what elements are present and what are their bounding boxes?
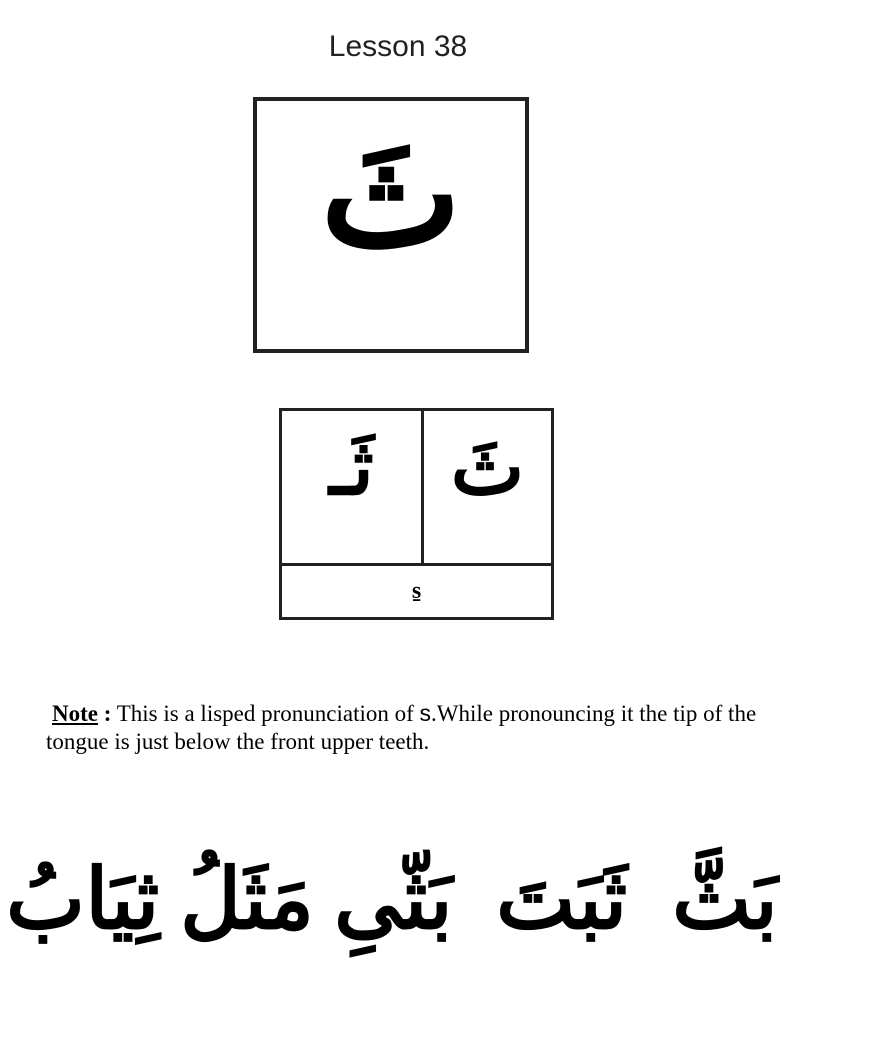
medial-form-cell [282, 411, 424, 563]
transliteration: s̱ [411, 578, 422, 604]
practice-word: بَثَّ [672, 849, 778, 948]
medial-form: ثَـ [329, 422, 374, 513]
note-text-before: This is a lisped pronunciation of [111, 701, 420, 726]
forms-row [282, 411, 551, 566]
note-colon: : [97, 701, 112, 726]
practice-word: بَثّىِ [334, 849, 453, 948]
note-line-2: tongue is just below the front upper teeth. [46, 729, 430, 754]
note-label: Note [52, 701, 98, 726]
letter-card [253, 97, 529, 353]
isolated-form-cell [424, 411, 551, 563]
lesson-title: Lesson 38 [328, 30, 468, 63]
main-letter: ثَ [320, 106, 462, 282]
practice-words [0, 840, 883, 980]
practice-word: ثِيَابُ [6, 849, 160, 948]
practice-word: مَثَلُ [180, 849, 314, 948]
practice-word: ثَبَتَ [496, 849, 628, 948]
isolated-form: ثَ [450, 422, 525, 513]
letter-forms-table [279, 408, 554, 620]
note-sound: s [419, 700, 432, 726]
pronunciation-note [46, 699, 876, 756]
note-text-after: .While pronouncing it the tip of the [431, 701, 757, 726]
